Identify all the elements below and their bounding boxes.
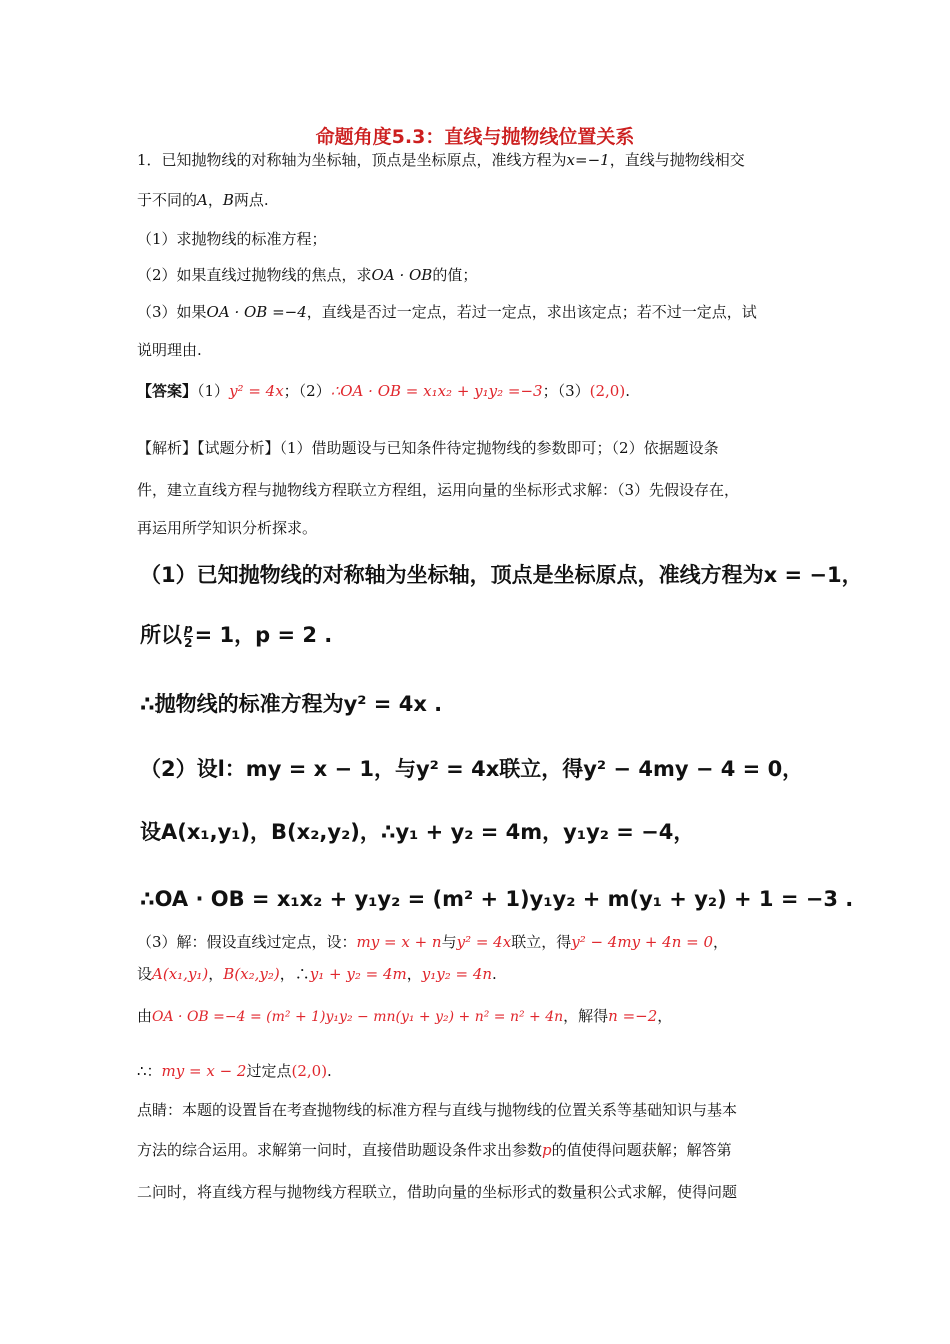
answer-line: 【答案】（1）y² = 4x；（2）∴OA · OB = x₁x₂ + y₁y₂ =−3；（3）(2,0).: [137, 382, 630, 400]
analysis-line-2: 件，建立直线方程与抛物线方程联立方程组，运用向量的坐标形式求解：（3）先假设存在，: [137, 481, 740, 499]
solution-image-row-1: （1）已知抛物线的对称轴为坐标轴，顶点是坐标原点，准线方程为x = −1，: [140, 563, 863, 587]
page-title: 命题角度5.3：直线与抛物线位置关系: [315, 126, 635, 148]
question-1: （1）求抛物线的标准方程；: [137, 230, 327, 248]
question-3: （3）如果OA · OB =−4，直线是否过一定点，若过一定点，求出该定点；若不过一定点，试: [137, 303, 757, 321]
part3-line-4: ∴：my = x − 2过定点(2,0).: [137, 1062, 332, 1080]
solution-image-row-5: 设A(x₁,y₁)，B(x₂,y₂)，∴y₁ + y₂ = 4m，y₁y₂ = −4，: [140, 820, 695, 844]
part3-line-3: 由OA · OB =−4 = (m² + 1)y₁y₂ − mn(y₁ + y₂) + n² = n² + 4n，解得n =−2，: [137, 1007, 673, 1025]
solution-image-row-4: （2）设l：my = x − 1，与y² = 4x联立，得y² − 4my − 4 = 0，: [140, 757, 804, 781]
question-3-cont: 说明理由.: [137, 341, 202, 359]
comment-line-2: 方法的综合运用。求解第一问时，直接借助题设条件求出参数p的值使得问题获解；解答第: [137, 1141, 732, 1159]
solution-image-row-6: ∴OA · OB = x₁x₂ + y₁y₂ = (m² + 1)y₁y₂ + m(y₁ + y₂) + 1 = −3 .: [140, 887, 854, 911]
analysis-line-3: 再运用所学知识分析探求。: [137, 519, 318, 537]
problem-line-1: 1．已知抛物线的对称轴为坐标轴，顶点是坐标原点，准线方程为x=−1，直线与抛物线相交: [137, 151, 745, 169]
solution-image-row-3: ∴抛物线的标准方程为y² = 4x .: [140, 692, 443, 716]
question-2: （2）如果直线过抛物线的焦点，求OA · OB的值；: [137, 266, 478, 284]
fraction-p-over-2: $\frac{p}{2}$: [184, 621, 193, 650]
comment-line-3: 二问时，将直线方程与抛物线方程联立，借助向量的坐标形式的数量积公式求解，使得问题: [137, 1183, 738, 1201]
solution-image-row-2: 所以 $\frac{p}{2}$ = 1，p = 2 .: [140, 621, 333, 650]
part3-line-1: （3）解：假设直线过定点，设：my = x + n与y² = 4x联立，得y² − 4my + 4n = 0，: [137, 933, 729, 951]
analysis-line-1: 【解析】【试题分析】（1）借助题设与已知条件待定抛物线的参数即可；（2）依据题设条: [137, 439, 719, 457]
problem-line-2: 于不同的A，B两点.: [137, 191, 269, 209]
comment-line-1: 点睛：本题的设置旨在考查抛物线的标准方程与直线与抛物线的位置关系等基础知识与基本: [137, 1101, 738, 1119]
part3-line-2: 设A(x₁,y₁)，B(x₂,y₂)，∴y₁ + y₂ = 4m，y₁y₂ = 4n.: [137, 965, 497, 983]
